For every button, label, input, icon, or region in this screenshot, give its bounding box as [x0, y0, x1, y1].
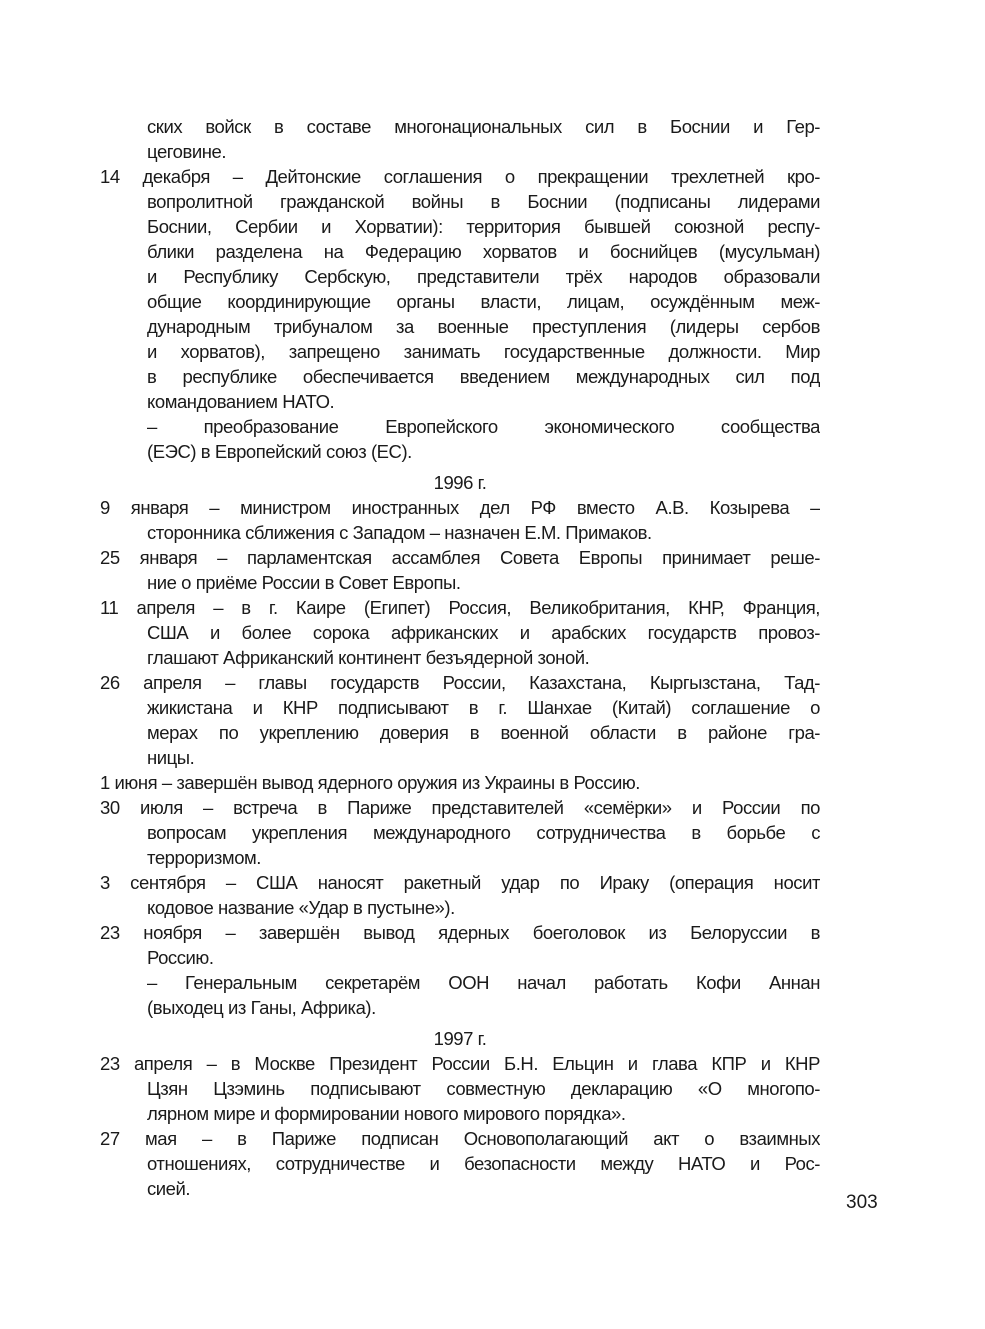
text-line: – Генеральным секретарём ООН начал работать Кофи Аннан	[147, 972, 820, 993]
chronology-entry	[100, 495, 820, 545]
text-line: 11 апреля – в г. Каире (Египет) Россия, Великобритания, КНР, Франция,	[100, 597, 820, 618]
text-line: и хорватов), запрещено занимать государственные должности. Мир	[147, 341, 820, 362]
text-line: сией.	[147, 1178, 191, 1199]
year-heading	[100, 1026, 820, 1051]
chronology-entry	[100, 595, 820, 670]
text-line: Боснии, Сербии и Хорватии): территория бывшей союзной респу-	[147, 216, 820, 237]
text-line: 1 июня – завершён вывод ядерного оружия из Украины в Россию.	[100, 772, 640, 793]
text-line: 3 сентября – США наносят ракетный удар по Ираку (операция носит	[100, 872, 820, 893]
chronology-entry	[100, 670, 820, 770]
text-line: сторонника сближения с Западом – назначен Е.М. Примаков.	[147, 522, 652, 543]
text-line: глашают Африканский континент безъядерной зоной.	[147, 647, 590, 668]
text-line: жикистана и КНР подписывают в г. Шанхае (Китай) соглашение о	[147, 697, 820, 718]
chronology-entry	[100, 1051, 820, 1126]
text-line: 30 июля – встреча в Париже представителей «семёрки» и России по	[100, 797, 820, 818]
text-line: – преобразование Европейского экономического сообщества	[147, 416, 820, 437]
page-number: 303	[846, 1192, 878, 1213]
text-line: (ЕЭС) в Европейский союз (ЕС).	[147, 441, 412, 462]
text-line: общие координирующие органы власти, лицам, осуждённым меж-	[147, 291, 820, 312]
entry-continuation	[100, 414, 820, 464]
text-line: 26 апреля – главы государств России, Казахстана, Кыргызстана, Тад-	[100, 672, 820, 693]
text-line: 27 мая – в Париже подписан Основополагающий акт о взаимных	[100, 1128, 820, 1149]
text-line: 23 ноября – завершён вывод ядерных боеголовок из Белоруссии в	[100, 922, 820, 943]
text-line: ницы.	[147, 747, 195, 768]
text-line: дународным трибуналом за военные преступления (лидеры сербов	[147, 316, 820, 337]
text-line: 14 декабря – Дейтонские соглашения о прекращении трехлетней кро-	[100, 166, 820, 187]
text-line: (выходец из Ганы, Африка).	[147, 997, 376, 1018]
year-label: 1996 г.	[433, 472, 487, 493]
entry-continuation	[100, 970, 820, 1020]
text-line: Россию.	[147, 947, 214, 968]
text-line: 25 января – парламентская ассамблея Совета Европы принимает реше-	[100, 547, 820, 568]
text-line: ских войск в составе многонациональных сил в Боснии и Гер-	[147, 116, 820, 137]
year-heading	[100, 470, 820, 495]
text-line: вопросам укрепления международного сотрудничества в борьбе с	[147, 822, 820, 843]
text-line: цеговине.	[147, 141, 227, 162]
year-label: 1997 г.	[433, 1028, 487, 1049]
text-line: отношениях, сотрудничестве и безопасности между НАТО и Рос-	[147, 1153, 820, 1174]
page-body-text	[100, 114, 820, 1201]
text-line: в республике обеспечивается введением международных сил под	[147, 366, 820, 387]
text-line: кодовое название «Удар в пустыне»).	[147, 897, 455, 918]
text-line: командованием НАТО.	[147, 391, 335, 412]
chronology-entry	[100, 545, 820, 595]
text-line: США и более сорока африканских и арабских государств провоз-	[147, 622, 820, 643]
text-line: ние о приёме России в Совет Европы.	[147, 572, 461, 593]
text-line: Цзян Цзэминь подписывают совместную декларацию «О многопо-	[147, 1078, 820, 1099]
chronology-entry	[100, 870, 820, 920]
text-line: мерах по укреплению доверия в военной области в районе гра-	[147, 722, 820, 743]
text-line: 23 апреля – в Москве Президент России Б.Н. Ельцин и глава КПР и КНР	[100, 1053, 820, 1074]
text-line: блики разделена на Федерацию хорватов и боснийцев (мусульман)	[147, 241, 820, 262]
text-line: вопролитной гражданской войны в Боснии (подписаны лидерами	[147, 191, 820, 212]
chronology-entry	[100, 770, 820, 795]
chronology-entry	[100, 1126, 820, 1201]
entry-continuation	[100, 114, 820, 164]
chronology-entry	[100, 164, 820, 414]
text-line: 9 января – министром иностранных дел РФ вместо А.В. Козырева –	[100, 497, 820, 518]
text-line: лярном мире и формировании нового мирового порядка».	[147, 1103, 626, 1124]
text-line: и Республику Сербскую, представители трёх народов образовали	[147, 266, 820, 287]
text-line: терроризмом.	[147, 847, 261, 868]
chronology-entry	[100, 920, 820, 970]
chronology-entry	[100, 795, 820, 870]
